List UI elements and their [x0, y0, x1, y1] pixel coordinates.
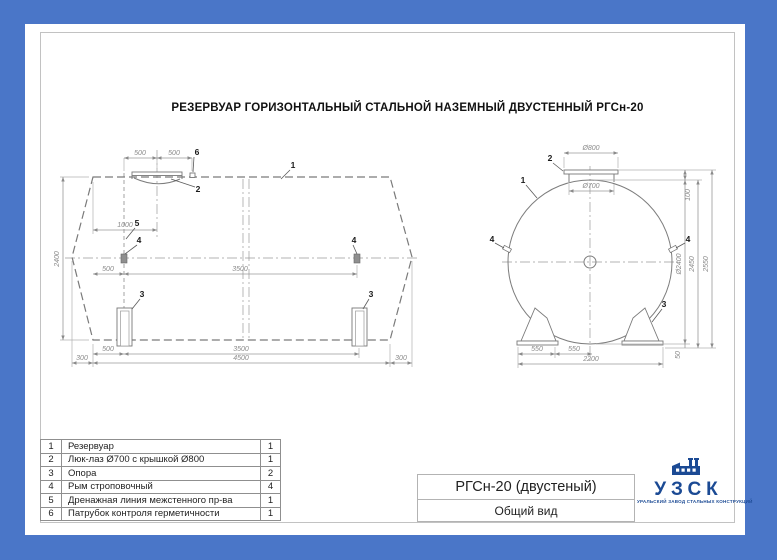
- dim-2450: 2450: [689, 256, 696, 272]
- manhole-flange-end: [564, 170, 618, 174]
- callout-4-end-left: 4: [489, 234, 495, 244]
- part-qty: 4: [261, 480, 281, 494]
- callout-2-end: 2: [547, 153, 553, 163]
- part-qty: 1: [261, 507, 281, 521]
- title-block: [417, 474, 635, 522]
- part-name: Рым строповочный: [62, 480, 261, 494]
- drawing-title: РЕЗЕРВУАР ГОРИЗОНТАЛЬНЫЙ СТАЛЬНОЙ НАЗЕМНЫЙ ДВУСТЕННЫЙ РГСн-20: [171, 102, 644, 114]
- callout-4-side-left: 4: [136, 235, 142, 245]
- table-row: [41, 507, 281, 521]
- logo-abbr: УЗСК: [654, 479, 723, 500]
- dim-100: 100: [685, 189, 692, 201]
- parts-table: [40, 439, 281, 521]
- dim-top-500-left: 500: [134, 150, 146, 157]
- side-view: [54, 147, 420, 367]
- lifting-lug-right: [354, 254, 360, 263]
- drawing-sheet: [25, 24, 753, 535]
- dim-300-left: 300: [76, 355, 88, 362]
- part-number: 6: [41, 507, 62, 521]
- dim-low-3500: 3500: [233, 346, 249, 353]
- dim-mid-3500: 3500: [232, 266, 248, 273]
- callout-1-side: 1: [290, 160, 296, 170]
- end-view: [490, 145, 716, 368]
- callout-1-end: 1: [520, 175, 526, 185]
- support-leg-left-inner: [121, 311, 130, 346]
- lifting-lug-left: [121, 254, 127, 263]
- table-row: [41, 494, 281, 508]
- support-leg-right-inner: [356, 311, 365, 346]
- dim-1000: 1000: [117, 222, 133, 229]
- part-number: 5: [41, 494, 62, 508]
- logo-subtitle: УРАЛЬСКИЙ ЗАВОД СТАЛЬНЫХ КОНСТРУКЦИЙ: [637, 499, 753, 504]
- table-row: [41, 453, 281, 467]
- part-name: Люк-лаз Ø700 с крышкой Ø800: [62, 453, 261, 467]
- saddle-base-right: [622, 341, 663, 345]
- part-qty: 2: [261, 467, 281, 481]
- part-qty: 1: [261, 440, 281, 454]
- part-number: 1: [41, 440, 62, 454]
- lifting-lug-end-right: [669, 245, 678, 252]
- table-row: [41, 467, 281, 481]
- control-nozzle: [190, 173, 195, 178]
- table-row: [41, 480, 281, 494]
- dim-2200: 2200: [583, 356, 599, 363]
- dim-50: 50: [675, 351, 682, 359]
- part-number: 3: [41, 467, 62, 481]
- callout-2-side: 2: [195, 184, 201, 194]
- view-name: Общий вид: [417, 499, 635, 522]
- dim-550-right: 550: [568, 346, 580, 353]
- dim-d800: Ø800: [582, 145, 600, 152]
- callout-3-side-right: 3: [368, 289, 374, 299]
- callout-6-side: 6: [194, 147, 200, 157]
- callout-4-end-right: 4: [685, 234, 691, 244]
- dim-top-500-right: 500: [168, 150, 180, 157]
- part-number: 2: [41, 453, 62, 467]
- dim-d700: Ø700: [582, 183, 600, 190]
- dim-low-500: 500: [102, 346, 114, 353]
- callout-3-end: 3: [661, 299, 667, 309]
- callout-3-side-left: 3: [139, 289, 145, 299]
- company-logo: [637, 458, 753, 505]
- dim-d2400: Ø2400: [676, 253, 683, 275]
- part-name: Дренажная линия межстенного пр-ва: [62, 494, 261, 508]
- dim-550-left: 550: [531, 346, 543, 353]
- manhole-flange-side: [132, 172, 182, 176]
- dim-4500: 4500: [233, 355, 249, 362]
- dim-2400: 2400: [54, 251, 61, 267]
- model-designation: РГСн-20 (двустеный): [417, 474, 635, 500]
- part-name: Резервуар: [62, 440, 261, 454]
- callout-5-side: 5: [134, 218, 140, 228]
- lifting-lug-end-left: [503, 245, 512, 252]
- callout-4-side-right: 4: [351, 235, 357, 245]
- dim-2550: 2550: [703, 256, 710, 272]
- part-name: Патрубок контроля герметичности: [62, 507, 261, 521]
- dim-mid-500: 500: [102, 266, 114, 273]
- part-qty: 1: [261, 494, 281, 508]
- table-row: [41, 440, 281, 454]
- factory-icon: [637, 458, 735, 480]
- part-number: 4: [41, 480, 62, 494]
- dim-300-right: 300: [395, 355, 407, 362]
- part-qty: 1: [261, 453, 281, 467]
- part-name: Опора: [62, 467, 261, 481]
- saddle-base-left: [517, 341, 558, 345]
